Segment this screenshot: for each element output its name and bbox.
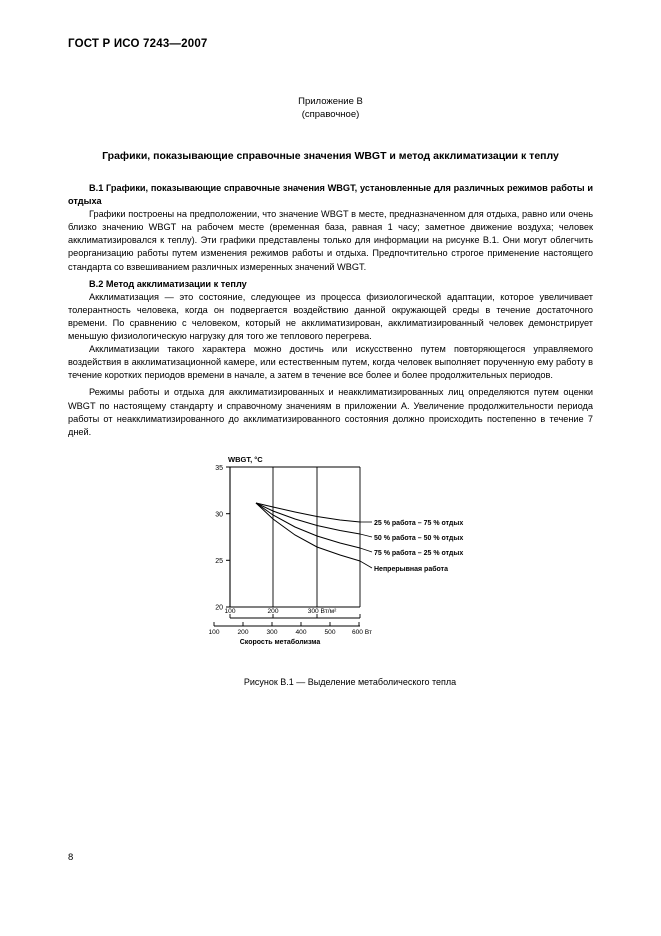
annex-title: Приложение В xyxy=(298,96,363,107)
curve-25-75 xyxy=(256,503,360,522)
paragraph-b1-1: Графики построены на предположении, что значение WBGT в месте, предназначенном для отдыха, равно или очень близко значению WBGT на рабочем месте (временная база, равная 1 часу; заметное движение воздуха; человек акклиматизировался к теплу). Эти графики представлены только для информации на рисунке В.1. Они могут облегчить реорганизацию работы путем изменения режимов работы и отдыха. Предпочтительно строгое применение настоящего стандарта со взвешиванием различных измеренных значений WBGT. xyxy=(68,209,593,272)
leader-50-50 xyxy=(360,534,372,537)
label-75-25: 75 % работа – 25 % отдых xyxy=(374,550,464,557)
annex-label xyxy=(0,95,661,121)
ytick-label-20: 20 xyxy=(215,604,223,612)
xtick-top-300: 300 Вт/м² xyxy=(307,608,337,615)
page-number: 8 xyxy=(68,852,74,863)
paragraph-b2-1: Акклиматизация — это состояние, следующее из процесса физиологической адаптации, которое увеличивает толерантность человека, когда он подвергается воздействию данной окружающей среды в течение достаточного времени. По сравнению с человеком, который не акклиматизирован, акклиматизированный человек демонстрирует меньшую физиологическую нагрузку для того же теплового перегрева. xyxy=(68,291,593,342)
label-continuous: Непрерывная работа xyxy=(374,566,448,573)
leader-continuous xyxy=(360,561,372,568)
xtick-bottom-300: 300 xyxy=(266,629,278,636)
label-50-50: 50 % работа – 50 % отдых xyxy=(374,535,464,542)
ytick-label-25: 25 xyxy=(215,558,223,565)
x-axis-title: Скорость метаболизма xyxy=(239,639,321,646)
xtick-bottom-500: 500 xyxy=(324,629,336,636)
chart-wbgt-metabolic-heat xyxy=(200,455,500,655)
leader-75-25 xyxy=(360,548,372,552)
figure-b1 xyxy=(200,455,500,687)
standard-id-header: ГОСТ Р ИСО 7243—2007 xyxy=(68,38,208,50)
page-title: Графики, показывающие справочные значения WBGT и метод акклиматизации к теплу xyxy=(102,150,559,162)
paragraph-b2-2: Акклиматизации такого характера можно достичь или искусственно путем повторяющегося управляемого воздействия в акклиматизационной камере, или естественным путем, когда человек выполняет порученную ему работу в течение коротких периодов времени в начале, а затем в течение все более и более продолжительных периодов. xyxy=(68,344,593,381)
curve-50-50 xyxy=(256,503,360,534)
body-text xyxy=(68,182,593,439)
xtick-top-100: 100 xyxy=(224,608,236,615)
xtick-bottom-200: 200 xyxy=(237,629,249,636)
paragraph-b2-3: Режимы работы и отдыха для акклиматизированных и неакклиматизированных лиц определяются путем оценки WBGT по настоящему стандарту и справочному значениям в приложении А. Увеличение продолжительности периода работы от неакклиматизированного до акклиматизированного состояния должно происходить постепенно в течение 7 дней. xyxy=(68,387,593,437)
section-heading-b1: В.1 Графики, показывающие справочные значения WBGT, установленные для различных режимов работы и отдыха xyxy=(68,183,593,207)
xtick-bottom-600: 600 Вт xyxy=(351,629,373,636)
xtick-top-200: 200 xyxy=(267,608,279,615)
xtick-bottom-100: 100 xyxy=(208,629,220,636)
label-25-75: 25 % работа – 75 % отдых xyxy=(374,520,464,527)
curve-75-25 xyxy=(256,503,360,548)
chart-svg xyxy=(200,455,500,655)
ytick-label-30: 30 xyxy=(215,511,223,519)
ytick-label-35: 35 xyxy=(215,465,223,472)
annex-subtitle: (справочное) xyxy=(301,109,360,120)
section-heading-b2: В.2 Метод акклиматизации к теплу xyxy=(89,278,247,289)
figure-caption: Рисунок В.1 — Выделение метаболического тепла xyxy=(243,677,457,687)
y-axis-title: WBGT, °C xyxy=(228,455,263,464)
xtick-bottom-400: 400 xyxy=(295,629,307,636)
